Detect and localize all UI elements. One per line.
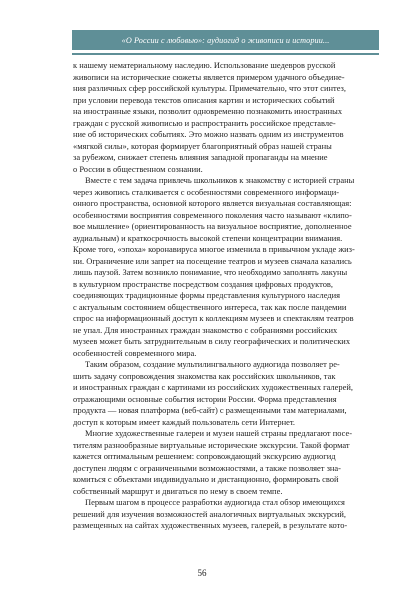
header-rule	[72, 53, 379, 55]
text-line: размещенных на сайтах художественных музеев, галерей, в результате кото-	[73, 520, 348, 530]
text-line: и иностранных граждан с картинами из российских художественных галерей,	[73, 382, 353, 392]
text-line: вое мышление» (ориентированность на визуальное восприятие, дополненное	[73, 221, 352, 231]
text-line: с актуальным состоянием общественного интереса, так как после пандемии	[73, 301, 347, 312]
text-line: к нашему нематериальному наследию. Использование шедевров русской	[73, 60, 336, 70]
text-line: особенностями восприятия современного поколения часто называют «клипо-	[73, 209, 352, 220]
text-line: собственный маршрут и двигаться по нему в своем темпе.	[73, 485, 283, 496]
text-line: продукта — новая платформа (веб-сайт) с размещенными там материалами,	[73, 405, 347, 415]
text-line: в культурном пространстве посредством создания цифровых продуктов,	[73, 278, 334, 289]
text-line: ние об исторических событиях. Это можно назвать одним из инструментов	[73, 129, 344, 139]
text-line: спрос на информационный доступ к коллекциям музеев и спектаклям театров	[73, 313, 354, 323]
text-line: музеев может быть затруднительным в силу географических и политических	[73, 336, 351, 346]
text-line: отражающими основные события истории России. Форма представления	[73, 393, 337, 404]
text-line: о России в общественном сознании.	[73, 163, 203, 174]
text-line: лишь паузой. Затем возникло понимание, что необходимо заполнять лакуны	[73, 267, 348, 277]
text-line: кажется оптимальным решением: сопровождающий экскурсию аудиогид	[73, 451, 336, 461]
running-header-title: «О России с любовью»: аудиогид о живописи и истории...	[121, 35, 330, 45]
text-line: соединяющих традиционные формы представления культурного наследия	[73, 290, 341, 300]
text-line: за рубежом, снижает степень влияния западной пропаганды на мнение	[73, 152, 328, 162]
text-line: Первым шагом в процессе разработки аудиогида стал обзор имеющихся	[85, 497, 345, 507]
text-line: Вместе с тем задача привлечь школьников к знакомству с историей страны	[85, 175, 355, 185]
text-line: живописи на исторические сюжеты является примером удачного объедине-	[73, 71, 345, 82]
text-line: Таким образом, создание мультилингвального аудиогида позволяет ре-	[85, 359, 340, 369]
text-line: Многие художественные галереи и музеи нашей страны предлагают посе-	[85, 428, 353, 438]
text-line: онного пространства, основной которого является визуальная составляющая:	[73, 198, 352, 208]
text-line: ния различных сфер российской культуры. Примечательно, что этот синтез,	[73, 83, 346, 93]
text-line: особенностей современного мира.	[73, 347, 197, 358]
text-line: ни. Ограничение или запрет на посещение театров и музеев сначала казались	[73, 255, 352, 266]
text-line: тителям разнообразные виртуальные исторические экскурсии. Такой формат	[73, 439, 350, 450]
text-line: доступ к которым имеет каждый пользователь сети Интернет.	[73, 416, 296, 427]
text-line: комиться с объектами индивидуально и дистанционно, формировать свой	[73, 474, 339, 484]
text-line: Кроме того, «эпоха» коронавируса многое изменила в привычном укладе жиз-	[73, 244, 355, 254]
text-line: при условии перевода текстов описания картин и исторических событий	[73, 94, 335, 105]
text-line: «мягкой силы», которая формирует благоприятный образ нашей страны	[73, 140, 332, 151]
text-line: через живопись сталкивается с особенностями современного информаци-	[73, 186, 340, 197]
text-line: решений для изучения возможностей аналогичных виртуальных экскурсий,	[73, 508, 347, 519]
text-line: аудиальным) и краткосрочность высокой степени концентрации внимания.	[73, 232, 343, 243]
page-number: 56	[197, 568, 207, 578]
text-line: не упал. Для иностранных граждан знакомство с собраниями российских	[73, 324, 338, 335]
text-line: на иностранные языки, позволит одновременно познакомить иностранных	[73, 106, 343, 116]
running-header	[72, 30, 379, 50]
text-line: шить задачу сопровождения знакомства как российских школьников, так	[73, 370, 336, 381]
text-line: граждан с русской живописью и распространить российское представле-	[73, 117, 336, 128]
text-line: доступен людям с ограниченными возможностями, а также позволяет зна-	[73, 462, 341, 473]
body-text	[73, 60, 379, 532]
